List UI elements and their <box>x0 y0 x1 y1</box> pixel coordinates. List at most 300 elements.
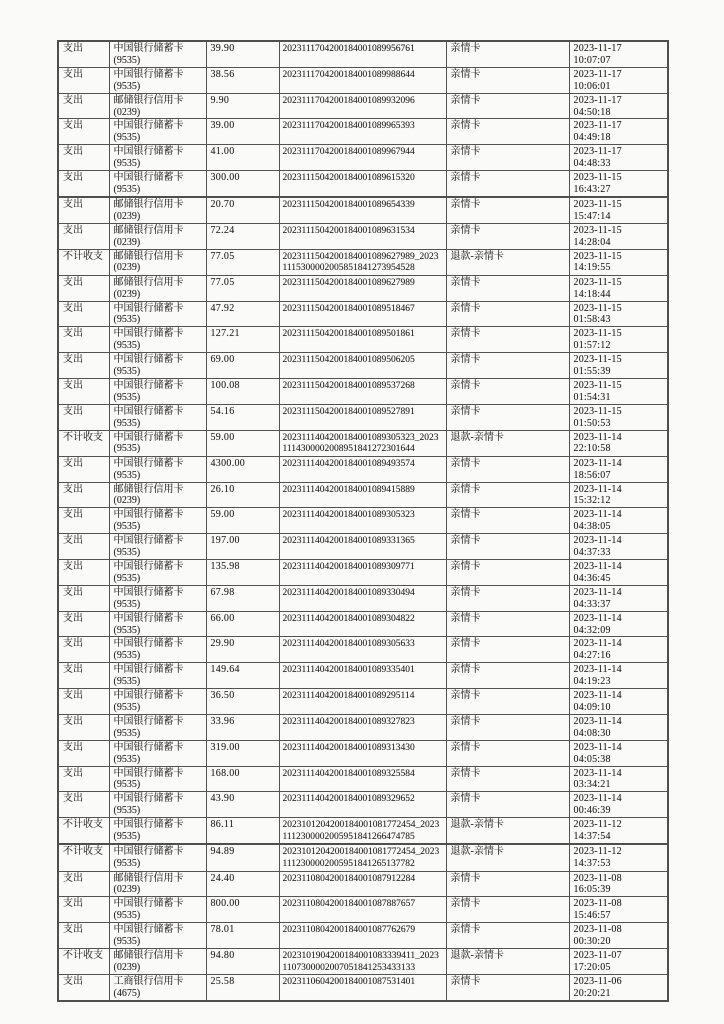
card-number: (0239) <box>113 106 141 118</box>
transaction-id-cell: 2023111404200184001089335401 <box>279 663 446 689</box>
datetime-cell <box>569 119 668 145</box>
amount-cell: 197.00 <box>206 534 279 560</box>
transaction-date: 2023-11-15 <box>573 302 622 314</box>
transaction-date: 2023-11-17 <box>573 120 622 132</box>
card-name: 中国银行储蓄卡 <box>113 690 184 702</box>
amount-cell: 135.98 <box>206 560 279 586</box>
transaction-id-cell: 2023111404200184001089330494 <box>279 585 446 611</box>
tag-cell: 亲情卡 <box>446 41 569 67</box>
datetime-cell <box>569 714 668 740</box>
transaction-date: 2023-11-14 <box>573 457 622 469</box>
datetime-cell <box>569 948 668 974</box>
card-name: 中国银行储蓄卡 <box>113 328 184 340</box>
transaction-row <box>58 301 668 327</box>
card-cell <box>109 327 206 353</box>
transaction-row <box>58 119 668 145</box>
transaction-type-cell: 支出 <box>58 275 109 301</box>
card-cell <box>109 223 206 249</box>
amount-cell: 33.96 <box>206 714 279 740</box>
tag-cell: 亲情卡 <box>446 792 569 818</box>
amount-cell: 72.24 <box>206 223 279 249</box>
transaction-type-cell: 支出 <box>58 145 109 171</box>
transaction-time: 14:37:53 <box>573 858 611 870</box>
tag-cell: 退款-亲情卡 <box>446 844 569 871</box>
card-number: (9535) <box>113 753 141 765</box>
transaction-row <box>58 327 668 353</box>
amount-cell: 9.90 <box>206 93 279 119</box>
datetime-cell <box>569 41 668 67</box>
card-number: (9535) <box>113 54 141 66</box>
transaction-type-cell: 支出 <box>58 508 109 534</box>
transaction-row <box>58 689 668 715</box>
transaction-date: 2023-11-15 <box>573 379 622 391</box>
card-cell <box>109 923 206 949</box>
card-name: 中国银行储蓄卡 <box>113 741 184 753</box>
transaction-type-cell: 支出 <box>58 637 109 663</box>
transaction-time: 04:48:33 <box>573 158 611 170</box>
transaction-date: 2023-11-15 <box>573 354 622 366</box>
transaction-time: 20:20:21 <box>573 988 611 1000</box>
transaction-time: 04:32:09 <box>573 624 611 636</box>
transaction-id-cell: 2023111404200184001089305633 <box>279 637 446 663</box>
amount-cell: 38.56 <box>206 67 279 93</box>
tag-cell: 退款-亲情卡 <box>446 430 569 456</box>
card-number: (9535) <box>113 132 141 144</box>
datetime-cell <box>569 223 668 249</box>
card-number: (0239) <box>113 210 141 222</box>
transaction-id-cell: 2023111504200184001089501861 <box>279 327 446 353</box>
transaction-id-cell: 2023111404200184001089325584 <box>279 766 446 792</box>
transaction-row <box>58 197 668 223</box>
transaction-date: 2023-11-14 <box>573 741 622 753</box>
amount-cell: 4300.00 <box>206 456 279 482</box>
card-name: 中国银行储蓄卡 <box>113 664 184 676</box>
card-number: (9535) <box>113 624 141 636</box>
transaction-row <box>58 145 668 171</box>
tag-cell: 亲情卡 <box>446 275 569 301</box>
amount-cell: 800.00 <box>206 897 279 923</box>
tag-cell: 亲情卡 <box>446 197 569 223</box>
transaction-id-cell: 2023110804200184001087762679 <box>279 923 446 949</box>
transaction-date: 2023-11-14 <box>573 638 622 650</box>
datetime-cell <box>569 301 668 327</box>
card-number: (9535) <box>113 314 141 326</box>
transaction-row <box>58 353 668 379</box>
transaction-id-cell: 2023110804200184001087887657 <box>279 897 446 923</box>
transaction-row <box>58 766 668 792</box>
transaction-row <box>58 560 668 586</box>
transaction-row <box>58 585 668 611</box>
tag-cell: 亲情卡 <box>446 871 569 897</box>
card-number: (9535) <box>113 701 141 713</box>
transaction-time: 04:38:05 <box>573 521 611 533</box>
card-name: 中国银行储蓄卡 <box>113 457 184 469</box>
datetime-cell <box>569 482 668 508</box>
card-name: 中国银行储蓄卡 <box>113 535 184 547</box>
card-name: 中国银行储蓄卡 <box>113 715 184 727</box>
datetime-cell <box>569 67 668 93</box>
card-number: (9535) <box>113 805 141 817</box>
transaction-id-cell: 2023111404200184001089331365 <box>279 534 446 560</box>
datetime-cell <box>569 897 668 923</box>
transactions-table <box>57 40 669 1002</box>
transaction-id-cell: 2023111504200184001089506205 <box>279 353 446 379</box>
transaction-row <box>58 430 668 456</box>
amount-cell: 43.90 <box>206 792 279 818</box>
datetime-cell <box>569 585 668 611</box>
transaction-id-cell: 2023111504200184001089537268 <box>279 378 446 404</box>
card-name: 中国银行储蓄卡 <box>113 172 184 184</box>
card-number: (9535) <box>113 158 141 170</box>
datetime-cell <box>569 145 668 171</box>
transaction-id-cell: 2023110804200184001087912284 <box>279 871 446 897</box>
transaction-date: 2023-11-08 <box>573 872 622 884</box>
card-name: 中国银行储蓄卡 <box>113 612 184 624</box>
transaction-type-cell: 支出 <box>58 456 109 482</box>
card-number: (9535) <box>113 521 141 533</box>
tag-cell: 亲情卡 <box>446 740 569 766</box>
transaction-date: 2023-11-06 <box>573 976 622 988</box>
transaction-id-cell: 2023111504200184001089518467 <box>279 301 446 327</box>
tag-cell: 亲情卡 <box>446 923 569 949</box>
amount-cell: 100.08 <box>206 378 279 404</box>
tag-cell: 亲情卡 <box>446 508 569 534</box>
transaction-type-cell: 支出 <box>58 663 109 689</box>
card-number: (0239) <box>113 262 141 274</box>
amount-cell: 127.21 <box>206 327 279 353</box>
tag-cell: 亲情卡 <box>446 637 569 663</box>
transaction-time: 16:05:39 <box>573 884 611 896</box>
card-name: 中国银行储蓄卡 <box>113 509 184 521</box>
card-name: 中国银行储蓄卡 <box>113 819 184 831</box>
amount-cell: 86.11 <box>206 818 279 845</box>
transaction-type-cell: 支出 <box>58 560 109 586</box>
transaction-time: 01:55:39 <box>573 366 611 378</box>
card-number: (9535) <box>113 572 141 584</box>
transaction-row <box>58 482 668 508</box>
tag-cell: 亲情卡 <box>446 93 569 119</box>
tag-cell: 亲情卡 <box>446 560 569 586</box>
transaction-time: 04:36:45 <box>573 572 611 584</box>
transaction-row <box>58 897 668 923</box>
card-name: 中国银行储蓄卡 <box>113 120 184 132</box>
card-name: 中国银行储蓄卡 <box>113 898 184 910</box>
transaction-date: 2023-11-15 <box>573 224 622 236</box>
amount-cell: 59.00 <box>206 508 279 534</box>
transaction-time: 04:33:37 <box>573 598 611 610</box>
amount-cell: 67.98 <box>206 585 279 611</box>
transaction-id-cell: 2023111404200184001089304822 <box>279 611 446 637</box>
transaction-id-cell: 2023111404200184001089415889 <box>279 482 446 508</box>
datetime-cell <box>569 766 668 792</box>
transaction-type-cell: 支出 <box>58 67 109 93</box>
transaction-type-cell: 支出 <box>58 327 109 353</box>
transaction-time: 01:58:43 <box>573 314 611 326</box>
transaction-id-cell: 2023111704200184001089956761 <box>279 41 446 67</box>
datetime-cell <box>569 508 668 534</box>
transaction-date: 2023-11-17 <box>573 146 622 158</box>
transaction-id-cell: 2023111404200184001089305323_20231114300002008951841272301644 <box>279 430 446 456</box>
card-cell <box>109 508 206 534</box>
transaction-date: 2023-11-14 <box>573 483 622 495</box>
card-number: (9535) <box>113 858 141 870</box>
transaction-id-cell: 2023111504200184001089631534 <box>279 223 446 249</box>
card-name: 邮储银行信用卡 <box>113 483 184 495</box>
transaction-type-cell: 支出 <box>58 923 109 949</box>
datetime-cell <box>569 844 668 871</box>
card-number: (9535) <box>113 391 141 403</box>
transaction-row <box>58 663 668 689</box>
card-cell <box>109 41 206 67</box>
transaction-date: 2023-11-14 <box>573 535 622 547</box>
card-cell <box>109 93 206 119</box>
datetime-cell <box>569 923 668 949</box>
card-cell <box>109 611 206 637</box>
transaction-id-cell: 2023111704200184001089932096 <box>279 93 446 119</box>
tag-cell: 亲情卡 <box>446 404 569 430</box>
transaction-time: 04:08:30 <box>573 727 611 739</box>
transaction-row <box>58 714 668 740</box>
transaction-time: 22:10:58 <box>573 443 611 455</box>
transaction-id-cell: 2023111404200184001089493574 <box>279 456 446 482</box>
transaction-row <box>58 611 668 637</box>
transaction-time: 16:43:27 <box>573 183 611 195</box>
transaction-row <box>58 456 668 482</box>
transaction-type-cell: 不计收支 <box>58 249 109 275</box>
card-cell <box>109 353 206 379</box>
card-cell <box>109 275 206 301</box>
transaction-date: 2023-11-15 <box>573 276 622 288</box>
card-cell <box>109 145 206 171</box>
transaction-time: 04:19:23 <box>573 676 611 688</box>
tag-cell: 退款-亲情卡 <box>446 818 569 845</box>
card-number: (0239) <box>113 884 141 896</box>
card-number: (9535) <box>113 727 141 739</box>
transaction-date: 2023-11-12 <box>573 819 622 831</box>
transaction-date: 2023-11-14 <box>573 586 622 598</box>
transaction-type-cell: 支出 <box>58 975 109 1001</box>
tag-cell: 退款-亲情卡 <box>446 948 569 974</box>
transaction-type-cell: 支出 <box>58 792 109 818</box>
card-number: (9535) <box>113 910 141 922</box>
card-cell <box>109 792 206 818</box>
card-number: (0239) <box>113 236 141 248</box>
card-cell <box>109 766 206 792</box>
transaction-row <box>58 975 668 1001</box>
datetime-cell <box>569 404 668 430</box>
datetime-cell <box>569 327 668 353</box>
datetime-cell <box>569 353 668 379</box>
transaction-id-cell: 2023101204200184001081772454_20231112300002005951841265137782 <box>279 844 446 871</box>
amount-cell: 24.40 <box>206 871 279 897</box>
amount-cell: 54.16 <box>206 404 279 430</box>
transaction-date: 2023-11-14 <box>573 690 622 702</box>
transaction-date: 2023-11-17 <box>573 68 622 80</box>
card-cell <box>109 482 206 508</box>
card-cell <box>109 948 206 974</box>
card-cell <box>109 404 206 430</box>
card-cell <box>109 171 206 197</box>
card-number: (0239) <box>113 495 141 507</box>
transaction-id-cell: 2023111404200184001089327823 <box>279 714 446 740</box>
tag-cell: 亲情卡 <box>446 171 569 197</box>
card-name: 中国银行储蓄卡 <box>113 43 184 54</box>
transaction-date: 2023-11-15 <box>573 198 622 210</box>
transaction-time: 15:47:14 <box>573 210 611 222</box>
card-number: (9535) <box>113 366 141 378</box>
tag-cell: 亲情卡 <box>446 534 569 560</box>
transaction-id-cell: 2023101204200184001081772454_20231112300002005951841266474785 <box>279 818 446 845</box>
card-name: 邮储银行信用卡 <box>113 872 184 884</box>
transaction-id-cell: 2023111504200184001089615320 <box>279 171 446 197</box>
transaction-row <box>58 378 668 404</box>
card-number: (9535) <box>113 443 141 455</box>
card-cell <box>109 975 206 1001</box>
tag-cell: 亲情卡 <box>446 353 569 379</box>
datetime-cell <box>569 534 668 560</box>
transaction-date: 2023-11-14 <box>573 509 622 521</box>
card-number: (0239) <box>113 961 141 973</box>
transaction-time: 00:30:20 <box>573 936 611 948</box>
datetime-cell <box>569 378 668 404</box>
amount-cell: 66.00 <box>206 611 279 637</box>
amount-cell: 29.90 <box>206 637 279 663</box>
card-number: (9535) <box>113 936 141 948</box>
datetime-cell <box>569 560 668 586</box>
card-name: 中国银行储蓄卡 <box>113 561 184 572</box>
datetime-cell <box>569 637 668 663</box>
transaction-id-cell: 2023111404200184001089309771 <box>279 560 446 586</box>
transaction-type-cell: 支出 <box>58 93 109 119</box>
card-name: 邮储银行信用卡 <box>113 224 184 236</box>
transaction-time: 04:49:18 <box>573 132 611 144</box>
card-name: 中国银行储蓄卡 <box>113 68 184 80</box>
card-number: (9535) <box>113 598 141 610</box>
amount-cell: 25.58 <box>206 975 279 1001</box>
transaction-type-cell: 支出 <box>58 119 109 145</box>
transaction-time: 01:50:53 <box>573 417 611 429</box>
transaction-row <box>58 93 668 119</box>
transaction-type-cell: 支出 <box>58 534 109 560</box>
card-cell <box>109 844 206 871</box>
transaction-id-cell: 2023111704200184001089988644 <box>279 67 446 93</box>
datetime-cell <box>569 275 668 301</box>
transaction-time: 04:50:18 <box>573 106 611 118</box>
transaction-id-cell: 2023111504200184001089654339 <box>279 197 446 223</box>
datetime-cell <box>569 975 668 1001</box>
transaction-row <box>58 41 668 67</box>
tag-cell: 亲情卡 <box>446 766 569 792</box>
transaction-date: 2023-11-15 <box>573 328 622 340</box>
tag-cell: 亲情卡 <box>446 897 569 923</box>
card-name: 中国银行储蓄卡 <box>113 354 184 366</box>
card-name: 中国银行储蓄卡 <box>113 146 184 158</box>
amount-cell: 149.64 <box>206 663 279 689</box>
card-number: (9535) <box>113 340 141 352</box>
card-name: 中国银行储蓄卡 <box>113 767 184 779</box>
transaction-id-cell: 2023111504200184001089627989_20231115300002005851841273954528 <box>279 249 446 275</box>
transaction-id-cell: 2023111504200184001089627989 <box>279 275 446 301</box>
transaction-type-cell: 支出 <box>58 766 109 792</box>
card-number: (9535) <box>113 650 141 662</box>
transaction-date: 2023-11-14 <box>573 664 622 676</box>
transaction-id-cell: 2023111404200184001089329652 <box>279 792 446 818</box>
amount-cell: 168.00 <box>206 766 279 792</box>
datetime-cell <box>569 171 668 197</box>
transaction-row <box>58 871 668 897</box>
card-name: 中国银行储蓄卡 <box>113 846 184 858</box>
transaction-type-cell: 支出 <box>58 611 109 637</box>
transaction-date: 2023-11-14 <box>573 767 622 779</box>
datetime-cell <box>569 818 668 845</box>
transaction-type-cell: 支出 <box>58 378 109 404</box>
card-name: 中国银行储蓄卡 <box>113 302 184 314</box>
tag-cell: 亲情卡 <box>446 327 569 353</box>
amount-cell: 41.00 <box>206 145 279 171</box>
tag-cell: 亲情卡 <box>446 482 569 508</box>
transactions-table-body <box>58 41 668 1001</box>
card-cell <box>109 67 206 93</box>
transaction-id-cell: 2023111404200184001089313430 <box>279 740 446 766</box>
card-name: 中国银行储蓄卡 <box>113 405 184 417</box>
transaction-type-cell: 支出 <box>58 404 109 430</box>
card-number: (9535) <box>113 469 141 481</box>
card-cell <box>109 818 206 845</box>
tag-cell: 亲情卡 <box>446 145 569 171</box>
transaction-time: 14:18:44 <box>573 288 611 300</box>
transaction-type-cell: 支出 <box>58 871 109 897</box>
transaction-type-cell: 支出 <box>58 197 109 223</box>
card-cell <box>109 456 206 482</box>
card-cell <box>109 714 206 740</box>
amount-cell: 20.70 <box>206 197 279 223</box>
amount-cell: 319.00 <box>206 740 279 766</box>
transaction-type-cell: 不计收支 <box>58 948 109 974</box>
card-number: (9535) <box>113 831 141 843</box>
transaction-type-cell: 支出 <box>58 689 109 715</box>
transaction-row <box>58 948 668 974</box>
tag-cell: 亲情卡 <box>446 975 569 1001</box>
transaction-row <box>58 844 668 871</box>
transaction-row <box>58 508 668 534</box>
amount-cell: 26.10 <box>206 482 279 508</box>
transaction-type-cell: 支出 <box>58 482 109 508</box>
tag-cell: 亲情卡 <box>446 663 569 689</box>
datetime-cell <box>569 740 668 766</box>
card-cell <box>109 197 206 223</box>
amount-cell: 77.05 <box>206 275 279 301</box>
transaction-date: 2023-11-15 <box>573 405 622 417</box>
transaction-type-cell: 支出 <box>58 301 109 327</box>
card-cell <box>109 897 206 923</box>
amount-cell: 77.05 <box>206 249 279 275</box>
card-cell <box>109 301 206 327</box>
card-name: 邮储银行信用卡 <box>113 276 184 288</box>
card-cell <box>109 871 206 897</box>
transaction-id-cell: 2023111404200184001089295114 <box>279 689 446 715</box>
transaction-type-cell: 支出 <box>58 223 109 249</box>
tag-cell: 亲情卡 <box>446 585 569 611</box>
card-name: 邮储银行信用卡 <box>113 94 184 106</box>
transaction-time: 14:37:54 <box>573 831 611 843</box>
tag-cell: 亲情卡 <box>446 456 569 482</box>
transaction-type-cell: 支出 <box>58 740 109 766</box>
datetime-cell <box>569 871 668 897</box>
transaction-id-cell: 2023101904200184001083339411_20231107300002007051841253433133 <box>279 948 446 974</box>
transaction-type-cell: 不计收支 <box>58 818 109 845</box>
card-number: (9535) <box>113 547 141 559</box>
transaction-date: 2023-11-17 <box>573 43 622 54</box>
